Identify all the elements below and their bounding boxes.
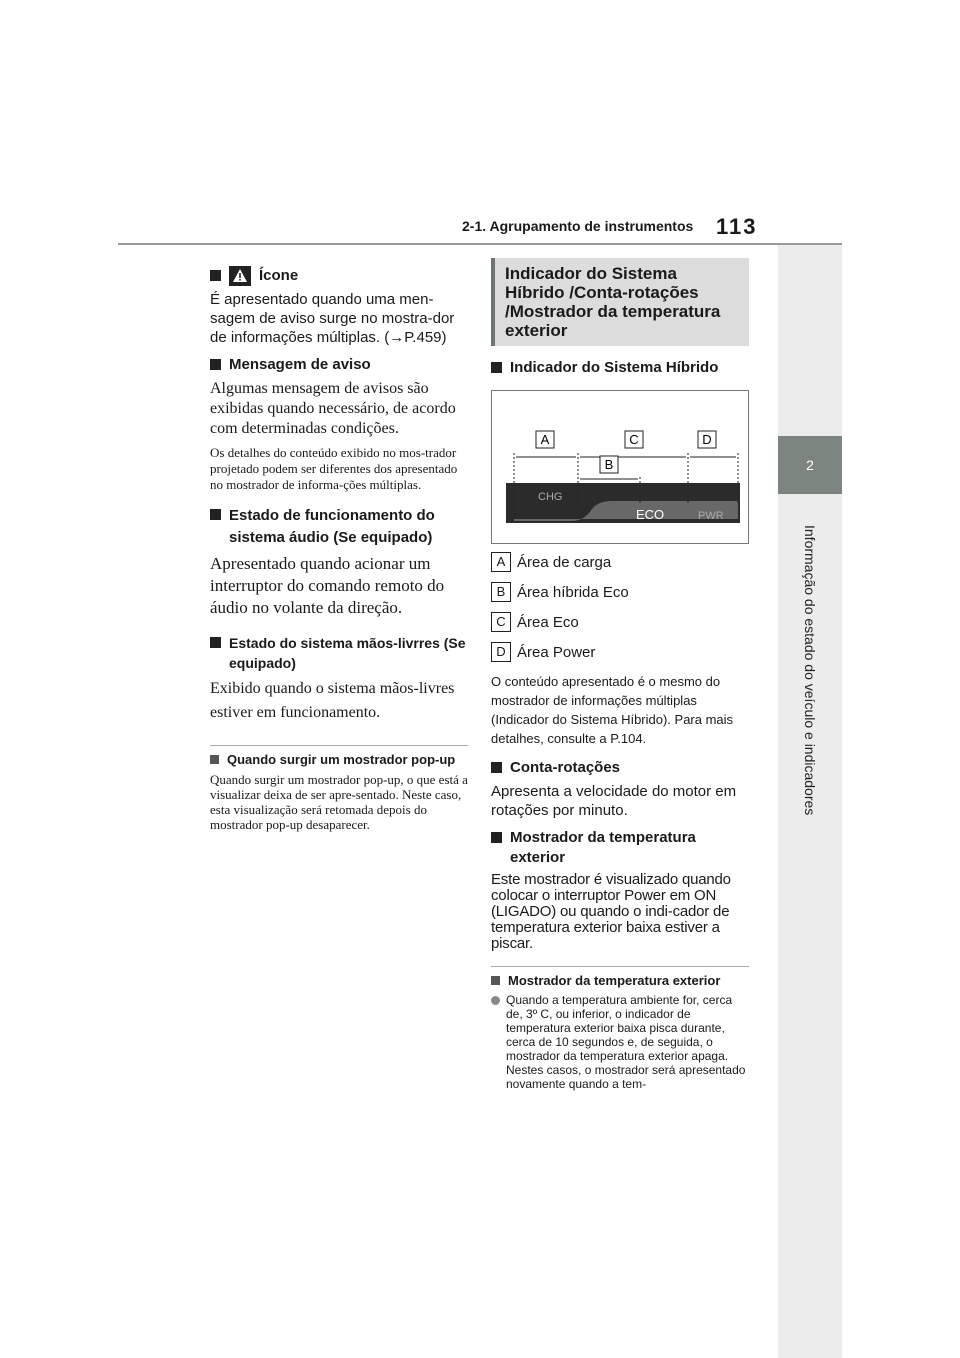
- legend-text: Área híbrida Eco: [517, 583, 629, 601]
- icon-heading-row: [210, 266, 468, 286]
- right-column: [491, 258, 749, 1091]
- icon-text: É apresentado quando uma men-sagem de aviso surge no mostra-dor de informações múltiplas. (→P.459): [210, 291, 455, 346]
- legend-key: C: [491, 612, 511, 632]
- chapter-side-title-text: Informação do estado do veículo e indicadores: [802, 524, 818, 816]
- chg-label: CHG: [538, 491, 563, 503]
- chapter-side-title: [778, 510, 842, 830]
- popup-text: Quando surgir um mostrador pop-up, o que está a visualizar deixa de ser apre-sentado. Neste caso, esta visualização será retomada depois do mostrador pop-up desaparecer.: [210, 772, 468, 832]
- header-divider: [118, 243, 842, 245]
- hf-heading: Estado do sistema mãos-livrres (Se equipado): [229, 635, 466, 671]
- square-bullet-icon: [210, 637, 221, 648]
- page-number: 113: [716, 214, 758, 239]
- hf-heading-row: [210, 633, 468, 673]
- audio-heading: Estado de funcionamento do sistema áudio (Se equipado): [229, 507, 435, 546]
- legend-item: [491, 642, 749, 662]
- square-bullet-icon: [210, 359, 221, 370]
- msg-small-text: Os detalhes do conteúdo exibido no mos-trador projetado podem ser diferentes dos apresentado no mostrador de informa-ções múltiplas.: [210, 445, 458, 492]
- legend-text: Área de carga: [517, 553, 612, 571]
- legend-item: [491, 612, 749, 632]
- section-title: Indicador do Sistema Híbrido /Conta-rotações /Mostrador da temperatura exterior: [491, 258, 749, 346]
- popup-heading: Quando surgir um mostrador pop-up: [227, 752, 456, 767]
- note-heading-row: [491, 973, 749, 989]
- msg-heading-row: [210, 355, 468, 375]
- chapter-tab: [778, 436, 842, 494]
- square-bullet-icon: [491, 976, 500, 985]
- tach-text: Apresenta a velocidade do motor em rotações por minuto.: [491, 783, 737, 819]
- hybrid-heading: Indicador do Sistema Híbrido: [510, 359, 719, 376]
- hybrid-indicator-illustration: [492, 391, 748, 543]
- square-bullet-icon: [210, 270, 221, 281]
- note-bullet: [491, 993, 749, 1091]
- chapter-title: 2-1. Agrupamento de instrumentos: [462, 218, 694, 234]
- temp-text: Este mostrador é visualizado quando colocar o interruptor Power em ON (LIGADO) ou quando o indi-cador de temperatura exterior baixa estiver a piscar.: [491, 871, 731, 952]
- temp-heading-row: [491, 828, 749, 868]
- legend-item: [491, 582, 749, 602]
- bullet-dot-icon: [491, 996, 500, 1005]
- hf-text: Exibido quando o sistema mãos-livres estiver em funcionamento.: [210, 680, 455, 721]
- square-bullet-icon: [491, 362, 502, 373]
- legend-key: B: [491, 582, 511, 602]
- legend-text: Área Eco: [517, 613, 579, 631]
- square-bullet-icon: [210, 755, 219, 764]
- icon-heading: Ícone: [259, 267, 299, 284]
- chapter-tab-number: 2: [806, 457, 814, 473]
- msg-heading: Mensagem de aviso: [229, 356, 371, 373]
- tach-heading-row: [491, 758, 749, 778]
- hybrid-heading-row: [491, 358, 749, 378]
- note-divider: [210, 745, 468, 746]
- label-c: C: [629, 432, 639, 447]
- eco-label: ECO: [636, 507, 665, 522]
- temp-heading: Mostrador da temperatura exterior: [510, 829, 696, 866]
- label-d: D: [702, 432, 712, 447]
- legend-item: [491, 552, 749, 572]
- note-divider: [491, 966, 749, 967]
- tach-heading: Conta-rotações: [510, 759, 621, 776]
- hybrid-indicator-figure: [491, 390, 749, 544]
- label-b: B: [604, 457, 614, 472]
- legend-key: D: [491, 642, 511, 662]
- audio-text: Apresentado quando acionar um interruptor do comando remoto do áudio no volante da direção.: [210, 554, 445, 617]
- msg-text: Algumas mensagem de avisos são exibidas quando necessário, de acordo com determinadas condições.: [210, 380, 456, 437]
- pwr-label: PWR: [698, 510, 724, 522]
- left-column: [210, 258, 468, 838]
- square-bullet-icon: [491, 762, 502, 773]
- note-heading: Mostrador da temperatura exterior: [508, 973, 721, 988]
- warning-triangle-icon: [229, 266, 251, 286]
- popup-heading-row: [210, 752, 468, 768]
- note-bullet-text: Quando a temperatura ambiente for, cerca de, 3º C, ou inferior, o indicador de temperatura exterior baixa pisca durante, cerca de 10 segundos e, de seguida, o mostrador da temperatura exterior apaga. Nestes casos, o mostrador será apresentado novamente quando a tem-: [506, 993, 746, 1091]
- audio-heading-row: [210, 505, 468, 549]
- legend-key: A: [491, 552, 511, 572]
- hybrid-note: O conteúdo apresentado é o mesmo do mostrador de informações múltiplas (Indicador do Sistema Híbrido). Para mais detalhes, consulte a P.104.: [491, 674, 734, 746]
- square-bullet-icon: [210, 509, 221, 520]
- label-a: A: [540, 432, 550, 447]
- square-bullet-icon: [491, 832, 502, 843]
- legend-text: Área Power: [517, 643, 596, 661]
